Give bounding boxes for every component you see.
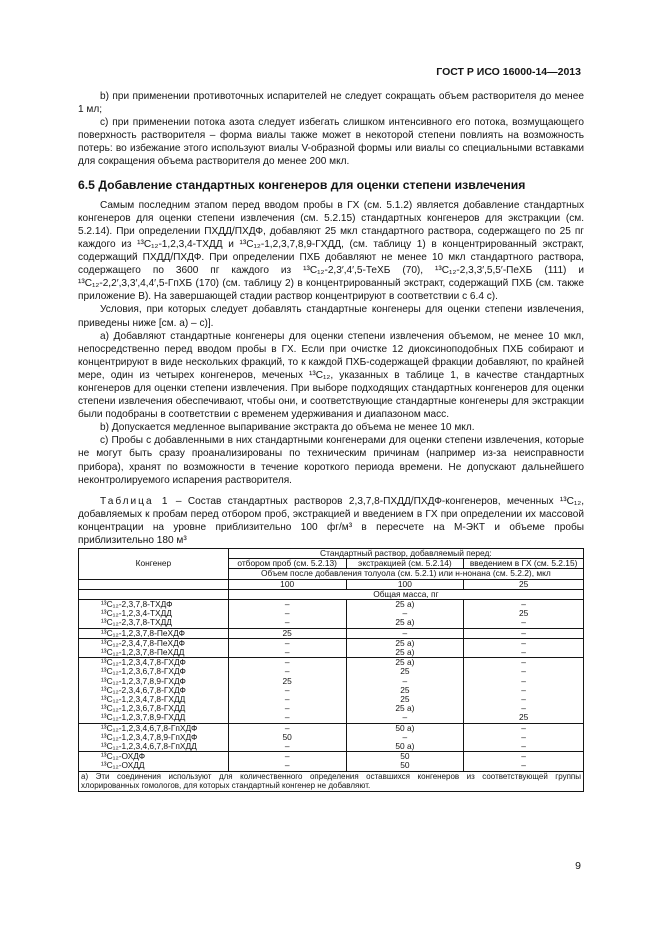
mass-cell: – — [346, 713, 464, 723]
table-row — [79, 618, 584, 628]
standard-header: ГОСТ Р ИСО 16000-14—2013 — [436, 66, 581, 78]
mass-cell: – — [464, 638, 584, 648]
table-row — [79, 752, 584, 762]
mass-cell: 25 — [346, 695, 464, 704]
mass-cell: – — [228, 667, 346, 676]
mass-cell: 25 а) — [346, 600, 464, 610]
mass-cell: – — [464, 695, 584, 704]
mass-cell: – — [228, 658, 346, 668]
mass-cell: – — [464, 761, 584, 771]
mass-cell: 25 — [228, 628, 346, 638]
mass-cell: – — [228, 704, 346, 713]
table-row — [79, 761, 584, 771]
congener-cell: ¹³C₁₂-1,2,3,4,7,8-ГХДД — [79, 695, 229, 704]
congener-cell: ¹³C₁₂-1,2,3,4,7,8-ГХДФ — [79, 658, 229, 668]
congener-cell: ¹³C₁₂-2,3,7,8-ТХДД — [79, 618, 229, 628]
col-header-congener: Конгенер — [79, 549, 229, 580]
paragraph: c) при применении потока азота следует избегать слишком интенсивного его потока, возмущающего поверхность растворителя – форма виалы также может в некоторой степени повлиять на возможность потерь: во избежание этого используют виалы V-образной формы или виалы со специальными вставками для сокращения объема растворителя до менее 200 мкл. — [78, 117, 584, 168]
congener-cell: ¹³C₁₂-ОХДФ — [79, 752, 229, 762]
table-row — [79, 742, 584, 752]
mass-cell: – — [228, 618, 346, 628]
mass-cell: – — [464, 686, 584, 695]
mass-cell: – — [228, 686, 346, 695]
mass-cell: 25 — [346, 667, 464, 676]
congener-cell: ¹³C₁₂-1,2,3,4,7,8,9-ГпХДФ — [79, 733, 229, 742]
congeners-table — [78, 548, 584, 792]
paragraph: Самым последним этапом перед вводом пробы в ГХ (см. 5.1.2) является добавление стандартных конгенеров для оценки степени извлечения (см. 5.2.15) стандартных конгенеров для экстракции (см. 5.2.14). При определении ПХДД/ПХДФ, добавляют 25 мкл стандартного раствора, содержащего по 25 пг каждого из ¹³C₁₂-1,2,3,4-ТХДД и ¹³C₁₂-1,2,3,7,8,9-ГХДД, (см. таблицу 1) в концентрированный экстракт, содержащий ПХДД/ПХДФ. При определении ПХБ добавляют не менее 10 мкл стандартного раствора, содержащего по 3600 пг каждого из ¹³C₁₂-2,3′,4′,5-ТеХБ (70), ¹³C₁₂-2,3,3′,5,5′-ПеХБ (111) и ¹³C₁₂-2,2′,3,3′,4,4′,5-ГпХБ (170) (см. таблицу 2) в концентрированный экстракт, содержащий ПХБ (см. также приложение В). На завершающей стадии раствор концентрируют в соответствии с 6.4 с). — [78, 199, 584, 303]
paragraph: c) Пробы с добавленными в них стандартными конгенерами для оценки степени извлечения, которые не могут быть сразу проанализированы по техническим причинам (например из-за неисправности прибора), хранят по возможности в течение короткого периода времени. Не допускают дальнейшего неконтролируемого испарения растворителя. — [78, 435, 584, 486]
congener-cell: ¹³C₁₂-2,3,7,8-ТХДФ — [79, 600, 229, 610]
mass-cell: 50 — [228, 733, 346, 742]
mass-cell: – — [228, 752, 346, 762]
congener-cell: ¹³C₁₂-2,3,4,6,7,8-ГХДФ — [79, 686, 229, 695]
congener-cell: ¹³C₁₂-1,2,3,7,8-ПеХДД — [79, 648, 229, 658]
mass-cell: – — [464, 704, 584, 713]
mass-cell: 50 а) — [346, 742, 464, 752]
table-label: Таблица 1 — [100, 495, 170, 507]
table-row — [79, 713, 584, 723]
mass-cell: 25 — [346, 686, 464, 695]
body-text — [78, 90, 584, 547]
congener-cell: ¹³C₁₂-ОХДД — [79, 761, 229, 771]
mass-cell: – — [228, 713, 346, 723]
mass-cell: – — [228, 600, 346, 610]
congener-cell: ¹³C₁₂-1,2,3,6,7,8-ГХДФ — [79, 667, 229, 676]
mass-cell: – — [228, 761, 346, 771]
col-header-extraction: экстракцией (см. 5.2.14) — [346, 559, 464, 569]
mass-cell: – — [464, 733, 584, 742]
mass-cell: – — [464, 618, 584, 628]
paragraph: b) при применении противоточных испарителей не следует сокращать объем растворителя до менее 1 мл; — [78, 91, 584, 116]
congener-cell: ¹³C₁₂-2,3,4,7,8-ПеХДФ — [79, 638, 229, 648]
mass-cell: – — [464, 752, 584, 762]
mass-cell: – — [228, 638, 346, 648]
volume-value: 25 — [464, 579, 584, 589]
col-header-gc-injection: введением в ГХ (см. 5.2.15) — [464, 559, 584, 569]
mass-cell: – — [464, 628, 584, 638]
section-heading: 6.5 Добавление стандартных конгенеров для оценки степени извлечения — [78, 177, 526, 192]
table-title: – Состав стандартных растворов 2,3,7,8-ПХДД/ПХДФ-конгенеров, меченных ¹³C₁₂, добавляемых к пробам перед отбором проб, экстракцией и введением в ГХ при определении их массовой концентрации на уровне приблизительно 100 фг/м³ в пересчете на М-ЭКТ и объеме пробы приблизительно 180 м³ — [78, 495, 584, 546]
mass-cell: – — [464, 658, 584, 668]
mass-cell: 25 а) — [346, 638, 464, 648]
mass-cell: – — [228, 695, 346, 704]
congener-cell: ¹³C₁₂-1,2,3,6,7,8-ГХДД — [79, 704, 229, 713]
congener-cell: ¹³C₁₂-1,2,3,7,8,9-ГХДФ — [79, 677, 229, 686]
mass-cell: 25 а) — [346, 648, 464, 658]
table-footnote: а) Эти соединения используют для количественного определения оставшихся конгенеров из соответствующей группы хлорированных гомологов, для которых стандартный конгенер не добавляют. — [79, 771, 584, 791]
mass-cell: 25 — [228, 677, 346, 686]
table-row — [79, 628, 584, 638]
mass-cell: – — [464, 677, 584, 686]
mass-cell: – — [464, 648, 584, 658]
mass-cell: – — [228, 609, 346, 618]
mass-cell: – — [346, 733, 464, 742]
volume-note: Объем после добавления толуола (см. 5.2.1) или н-нонана (см. 5.2.2), мкл — [228, 569, 583, 579]
total-mass-header: Общая масса, пг — [228, 589, 583, 599]
paragraph: а) Добавляют стандартные конгенеры для оценки степени извлечения объемом, не менее 10 мкл, непосредственно перед вводом пробы в ГХ. Если при очистке 12 диоксиноподобных ПХБ собирают и концентрируют в виде нескольких фракций, то к каждой ПХБ-содержащей фракции добавляют, по крайней мере, один из четырех конгенеров, меченых ¹³C₁₂, указанных в таблице 1, в качестве стандартных конгенеров для оценки степени извлечения. При выборе подходящих стандартных конгенеров для оценки степени извлечения обеспечивают, чтобы они, и соответствующие стандартные конгенеры для экстракции были подобраны в соответствии с временем удерживания и диапазоном масс. — [78, 330, 584, 421]
mass-cell: 25 — [464, 713, 584, 723]
mass-cell: 50 — [346, 752, 464, 762]
mass-cell: – — [228, 648, 346, 658]
mass-cell: – — [464, 600, 584, 610]
mass-cell: 50 — [346, 761, 464, 771]
page-number: 9 — [575, 860, 581, 872]
mass-cell: – — [346, 677, 464, 686]
mass-cell: 25 а) — [346, 704, 464, 713]
paragraph: b) Допускается медленное выпаривание экстракта до объема не менее 10 мкл. — [100, 422, 475, 434]
mass-cell: – — [464, 742, 584, 752]
paragraph: Условия, при которых следует добавлять стандартные конгенеры для оценки степени извлечения, приведены ниже [см. а) – с)]. — [78, 304, 584, 329]
congener-cell: ¹³C₁₂-1,2,3,7,8,9-ГХДД — [79, 713, 229, 723]
congener-cell: ¹³C₁₂-1,2,3,4,6,7,8-ГпХДФ — [79, 723, 229, 733]
congener-cell: ¹³C₁₂-1,2,3,4,6,7,8-ГпХДД — [79, 742, 229, 752]
mass-cell: 25 а) — [346, 618, 464, 628]
mass-cell: – — [464, 723, 584, 733]
table-body — [79, 600, 584, 772]
mass-cell: 25 а) — [346, 658, 464, 668]
col-header-standard: Стандартный раствор, добавляемый перед: — [228, 549, 583, 559]
table-caption — [78, 495, 584, 547]
mass-cell: – — [228, 742, 346, 752]
mass-cell: 50 а) — [346, 723, 464, 733]
mass-cell: – — [464, 667, 584, 676]
congener-cell: ¹³C₁₂-1,2,3,4-ТХДД — [79, 609, 229, 618]
mass-cell: 25 — [464, 609, 584, 618]
mass-cell: – — [346, 609, 464, 618]
congener-cell: ¹³C₁₂-1,2,3,7,8-ПеХДФ — [79, 628, 229, 638]
volume-value: 100 — [346, 579, 464, 589]
col-header-before-sampling: отбором проб (см. 5.2.13) — [228, 559, 346, 569]
volume-value: 100 — [228, 579, 346, 589]
mass-cell: – — [228, 723, 346, 733]
mass-cell: – — [346, 628, 464, 638]
